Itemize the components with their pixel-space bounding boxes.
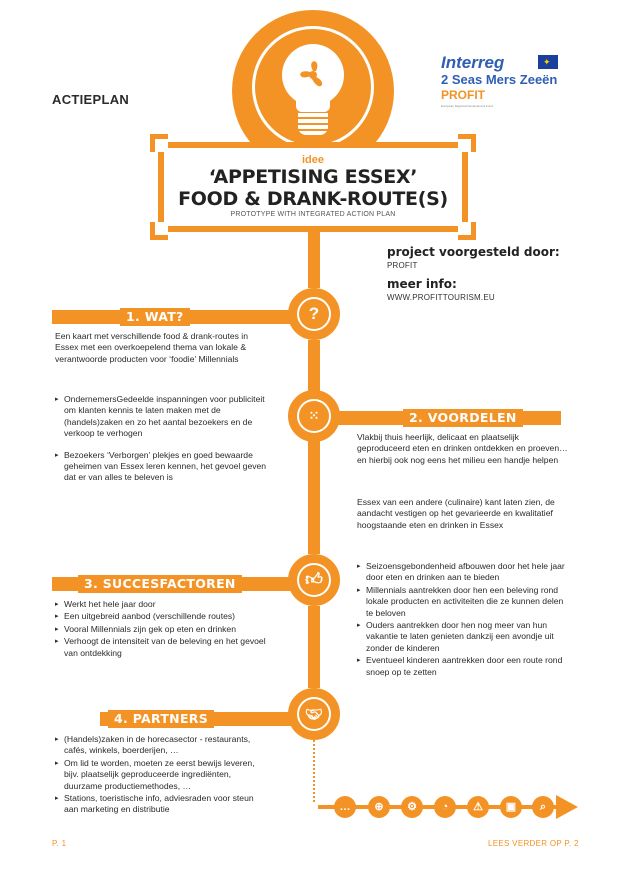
- profit-logo-text: PROFIT: [441, 88, 485, 102]
- more-info-link[interactable]: WWW.PROFITTOURISM.EU: [387, 293, 495, 302]
- arrow-head-icon: [556, 795, 578, 819]
- question-hand-icon: ?: [297, 297, 331, 331]
- spine-segment: [308, 606, 320, 688]
- list-item: ▸ (Handels)zaken in de horecasector - restaurants, cafés, winkels, boerderijen, …: [55, 734, 270, 757]
- section-title-succesfactoren: 3. SUCCESFACTOREN: [78, 575, 242, 593]
- list-item: ▸ Een uitgebreid aanbod (verschillende routes): [55, 611, 270, 622]
- title-card: [158, 142, 468, 232]
- title-corner: [458, 222, 476, 240]
- warning-icon: ⚠: [467, 796, 489, 818]
- bulb-base: [298, 113, 328, 135]
- more-info-label: meer info:: [387, 277, 457, 291]
- seas-logo-text: 2 Seas Mers Zeeën: [441, 72, 558, 87]
- node-succesfactoren: [288, 554, 340, 606]
- voordelen-bullets: [357, 561, 571, 679]
- list-item: ▸ Vooral Millennials zijn gek op eten en drinken: [55, 624, 270, 635]
- interreg-logo-text: Interreg: [441, 53, 505, 72]
- continue-label: LEES VERDER OP P. 2: [488, 839, 579, 848]
- list-item: ▸ Om lid te worden, moeten ze eerst bewijs leveren, bijv. plaatselijk geproduceerde ingrediënten, duurzame productiemethodes, …: [55, 758, 270, 792]
- wat-bullets: [55, 394, 267, 485]
- succes-bullets: [55, 599, 270, 660]
- handshake-icon: 🤝︎: [297, 697, 331, 731]
- list-item: ▸ Seizoensgebondenheid afbouwen door het hele jaar door eten en drinken aan te bieden: [357, 561, 571, 584]
- title-line-1: ‘APPETISING ESSEX’: [208, 166, 418, 188]
- title-line-2: FOOD & DRANK-ROUTE(S): [178, 188, 448, 210]
- search-icon: ⌕: [532, 796, 554, 818]
- spine-segment: [308, 440, 320, 554]
- node-voordelen: [288, 390, 340, 442]
- spine-segment: [308, 232, 320, 288]
- partners-bullets: [55, 734, 270, 817]
- list-item: ▸ Eventueel kinderen aantrekken door een route rond snoep op te zetten: [357, 655, 571, 678]
- list-item: ▸ Bezoekers ‘Verborgen’ plekjes en goed bewaarde geheimen van Essex leren kennen, het gevoel geven dat er van alles te beleven is: [55, 450, 267, 484]
- list-item: ▸ OndernemersGedeelde inspanningen voor publiciteit om klanten kennis te laten maken met de (handels)zaken en zo het aantal bezoekers en de verkoop te verhogen: [55, 394, 267, 440]
- screen-icon: ▣: [500, 796, 522, 818]
- spine-segment: [308, 340, 320, 394]
- voordelen-para-2: Essex van een andere (culinaire) kant laten zien, de aandacht vestigen op het gevarieerde en kwalitatief hoogstaande eten en drinken in Essex: [357, 497, 555, 530]
- title-corner: [150, 134, 168, 152]
- pie-chart-icon: ◔: [434, 796, 456, 818]
- list-item: ▸ Ouders aantrekken door hen nog meer van hun vakantie te laten genieten dankzij een avondje uit zonder de kinderen: [357, 620, 571, 654]
- page-number: P. 1: [52, 839, 67, 848]
- title-subtitle: PROTOTYPE WITH INTEGRATED ACTION PLAN: [230, 211, 396, 218]
- thumbs-up-icon: 👍︎: [297, 563, 331, 597]
- network-dots-icon: ⁙: [297, 399, 331, 433]
- gear-icon: ⚙: [401, 796, 423, 818]
- logo-tagline: European Regional Development Fund: [441, 104, 493, 108]
- title-kicker: idee: [301, 154, 324, 166]
- spine-dotted: [313, 740, 315, 802]
- proposed-by-label: project voorgesteld door:: [387, 245, 560, 259]
- target-icon: ⊕: [368, 796, 390, 818]
- page-header-label: ACTIEPLAN: [52, 92, 130, 107]
- node-wat: [288, 288, 340, 340]
- section-title-voordelen: 2. VOORDELEN: [403, 409, 523, 427]
- title-corner: [150, 222, 168, 240]
- title-corner: [458, 134, 476, 152]
- voordelen-para-1: Vlakbij thuis heerlijk, delicaat en plaatselijk geproduceerd eten en drinken ontdekken en proeven… en hierbij ook nog eens het milieu een handje helpen: [357, 432, 568, 465]
- list-item: ▸ Millennials aantrekken door hen een beleving rond lokale producten en activiteiten die ze kunnen delen te beloven: [357, 585, 571, 619]
- list-item: ▸ Werkt het hele jaar door: [55, 599, 270, 610]
- fan-bulb-icon: [292, 54, 334, 96]
- section-title-partners: 4. PARTNERS: [108, 710, 214, 728]
- proposed-by-value: PROFIT: [387, 261, 418, 270]
- node-partners: [288, 688, 340, 740]
- eu-flag-icon: ✦: [538, 55, 558, 69]
- chat-icon: …: [334, 796, 356, 818]
- section-title-wat: 1. WAT?: [120, 308, 190, 326]
- list-item: ▸ Stations, toeristische info, adviesraden voor steun aan marketing en distributie: [55, 793, 270, 816]
- list-item: ▸ Verhoogt de intensiteit van de beleving en het gevoel van ontdekking: [55, 636, 270, 659]
- bulb-neck: [296, 96, 330, 112]
- wat-intro: Een kaart met verschillende food & drank-routes in Essex met een overkoepelend thema van lokale & verantwoorde producten voor ‘foodie’ Millennials: [55, 331, 248, 364]
